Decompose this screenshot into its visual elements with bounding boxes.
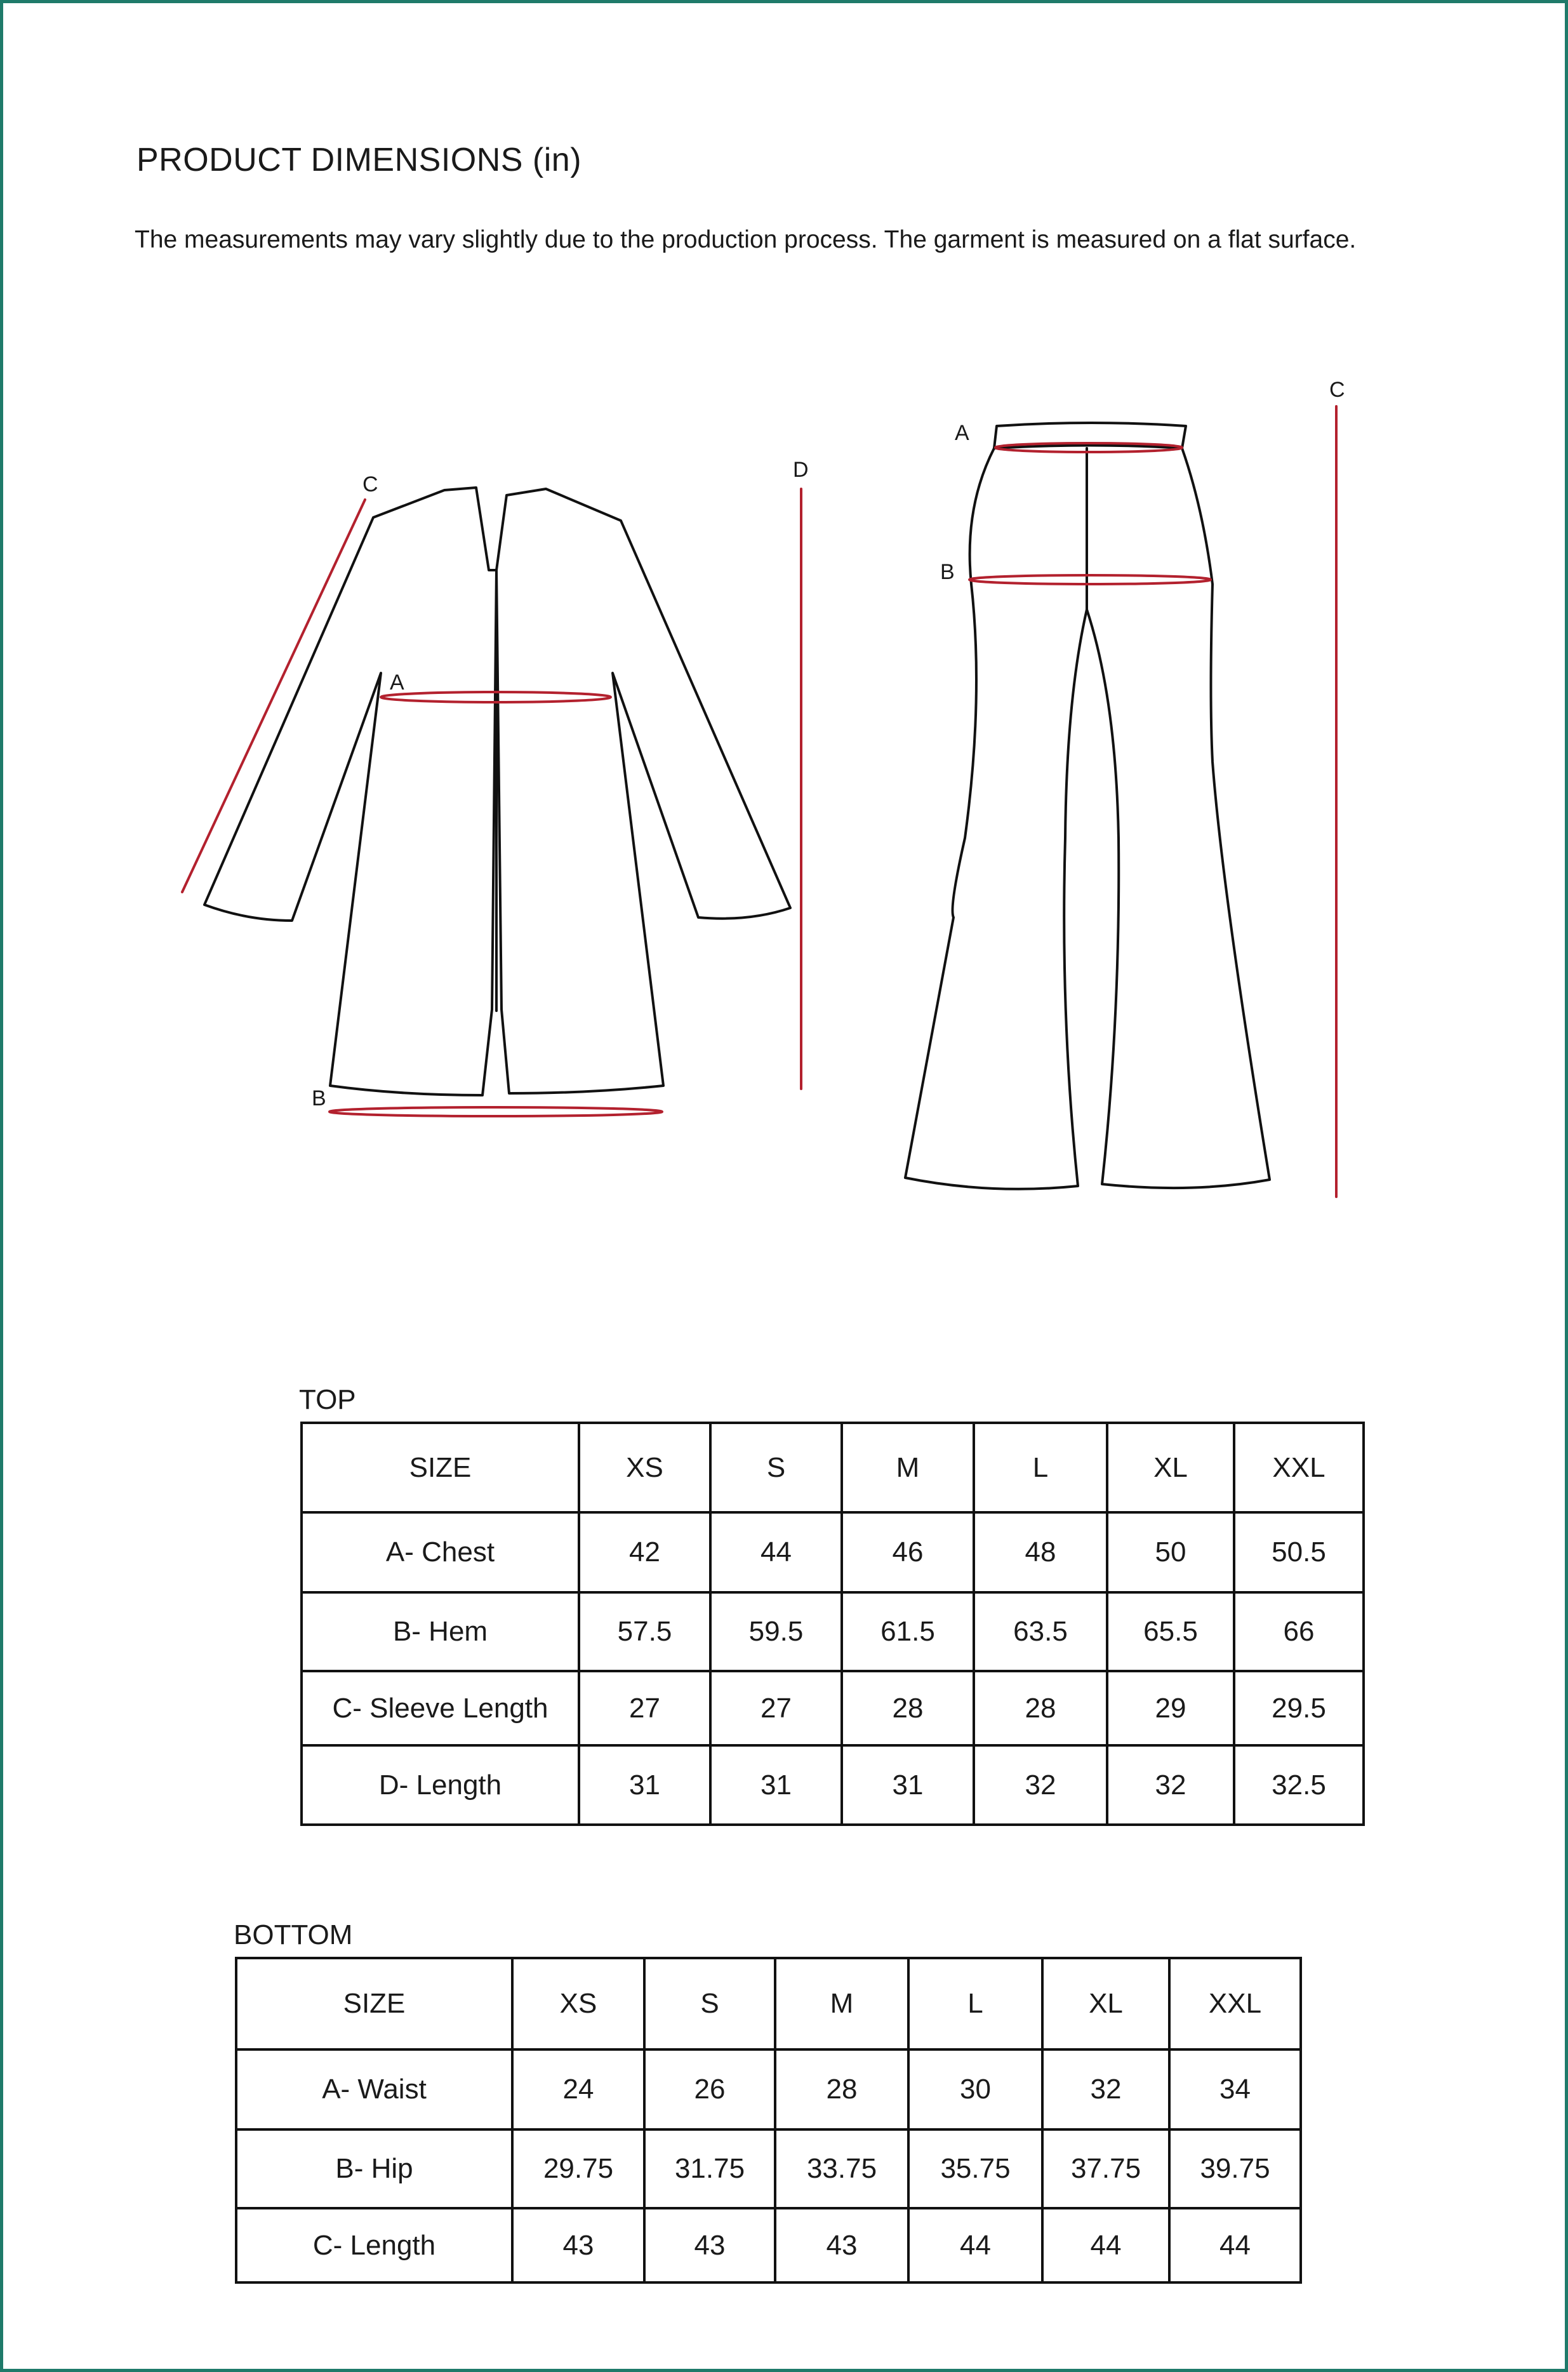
table-cell: 37.75 <box>1042 2129 1169 2208</box>
table-cell: 44 <box>908 2208 1042 2282</box>
table-row <box>302 1745 1364 1825</box>
header-cell: M <box>775 1958 908 2049</box>
bottom-garment-diagram <box>905 378 1345 1197</box>
bottom-label-c: C <box>1329 378 1345 402</box>
table-cell: 65.5 <box>1107 1592 1234 1671</box>
table-cell: 34 <box>1169 2049 1301 2129</box>
table-row <box>236 2208 1301 2282</box>
table-cell: 31 <box>842 1745 974 1825</box>
table-cell: 32.5 <box>1234 1745 1364 1825</box>
table-cell: 44 <box>710 1512 842 1592</box>
bottom-label-a: A <box>955 421 969 445</box>
page-title: PRODUCT DIMENSIONS (in) <box>136 142 582 178</box>
table-cell: 31.75 <box>644 2129 775 2208</box>
row-label-cell: A- Chest <box>302 1512 579 1592</box>
header-cell: XXL <box>1234 1423 1364 1512</box>
header-cell: M <box>842 1423 974 1512</box>
header-cell: S <box>710 1423 842 1512</box>
header-cell: SIZE <box>302 1423 579 1512</box>
table-cell: 28 <box>842 1671 974 1745</box>
table-cell: 46 <box>842 1512 974 1592</box>
table-cell: 31 <box>710 1745 842 1825</box>
sleeve-measure-c <box>182 500 365 892</box>
table-cell: 33.75 <box>775 2129 908 2208</box>
header-cell: L <box>908 1958 1042 2049</box>
top-label-a: A <box>390 670 404 695</box>
table-cell: 32 <box>974 1745 1107 1825</box>
table-cell: 61.5 <box>842 1592 974 1671</box>
bottom-outline <box>905 423 1270 1189</box>
table-cell: 28 <box>974 1671 1107 1745</box>
header-cell: XL <box>1042 1958 1169 2049</box>
header-cell: XS <box>579 1423 710 1512</box>
table-header-row <box>236 1958 1301 2049</box>
table-row <box>302 1512 1364 1592</box>
top-garment-diagram <box>182 458 809 1116</box>
bottom-size-table <box>235 1957 1302 2284</box>
table-row <box>236 2049 1301 2129</box>
table-cell: 59.5 <box>710 1592 842 1671</box>
table-cell: 43 <box>644 2208 775 2282</box>
table-cell: 43 <box>775 2208 908 2282</box>
table-cell: 42 <box>579 1512 710 1592</box>
top-label-c: C <box>362 472 378 496</box>
row-label-cell: A- Waist <box>236 2049 512 2129</box>
table-cell: 28 <box>775 2049 908 2129</box>
hem-measure-b <box>329 1107 662 1116</box>
table-cell: 44 <box>1042 2208 1169 2282</box>
header-cell: XXL <box>1169 1958 1301 2049</box>
table-cell: 29.75 <box>512 2129 644 2208</box>
row-label-cell: B- Hem <box>302 1592 579 1671</box>
table-cell: 44 <box>1169 2208 1301 2282</box>
header-cell: XL <box>1107 1423 1234 1512</box>
row-label-cell: C- Length <box>236 2208 512 2282</box>
table-cell: 39.75 <box>1169 2129 1301 2208</box>
header-cell: XS <box>512 1958 644 2049</box>
table-cell: 27 <box>710 1671 842 1745</box>
table-cell: 57.5 <box>579 1592 710 1671</box>
table-cell: 63.5 <box>974 1592 1107 1671</box>
table-cell: 31 <box>579 1745 710 1825</box>
table-cell: 32 <box>1042 2049 1169 2129</box>
hip-measure-b <box>969 575 1211 584</box>
table-cell: 48 <box>974 1512 1107 1592</box>
table-cell: 24 <box>512 2049 644 2129</box>
table-cell: 26 <box>644 2049 775 2129</box>
header-cell: S <box>644 1958 775 2049</box>
header-cell: SIZE <box>236 1958 512 2049</box>
table-cell: 35.75 <box>908 2129 1042 2208</box>
row-label-cell: B- Hip <box>236 2129 512 2208</box>
table-cell: 66 <box>1234 1592 1364 1671</box>
row-label-cell: D- Length <box>302 1745 579 1825</box>
table-row <box>302 1592 1364 1671</box>
top-label-b: B <box>312 1086 326 1110</box>
top-label-d: D <box>793 458 809 482</box>
bottom-measurement-lines <box>969 406 1336 1197</box>
measurement-note: The measurements may vary slightly due to the production process. The garment is measured on a flat surface. <box>135 226 1357 253</box>
top-table-title: TOP <box>299 1384 356 1415</box>
row-label-cell: C- Sleeve Length <box>302 1671 579 1745</box>
top-size-table <box>300 1422 1365 1826</box>
table-cell: 29 <box>1107 1671 1234 1745</box>
table-row <box>302 1671 1364 1745</box>
table-cell: 27 <box>579 1671 710 1745</box>
table-row <box>236 2129 1301 2208</box>
top-outline <box>204 488 790 1095</box>
table-cell: 30 <box>908 2049 1042 2129</box>
table-cell: 43 <box>512 2208 644 2282</box>
table-cell: 50 <box>1107 1512 1234 1592</box>
table-header-row <box>302 1423 1364 1512</box>
bottom-label-b: B <box>940 560 955 584</box>
table-cell: 32 <box>1107 1745 1234 1825</box>
table-cell: 29.5 <box>1234 1671 1364 1745</box>
bottom-table-title: BOTTOM <box>234 1919 353 1950</box>
table-cell: 50.5 <box>1234 1512 1364 1592</box>
header-cell: L <box>974 1423 1107 1512</box>
